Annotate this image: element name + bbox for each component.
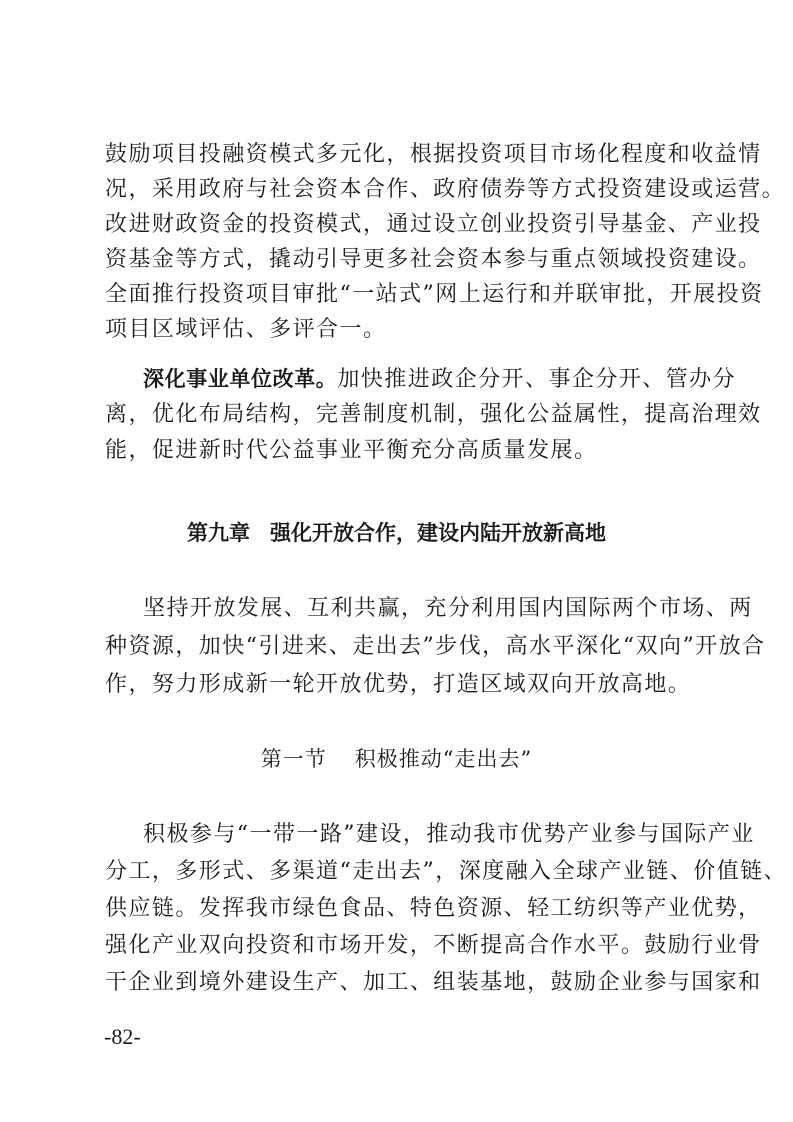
chapter-number: 第九章 bbox=[187, 521, 250, 545]
paragraph-2-line-1 bbox=[143, 364, 736, 395]
chapter-heading bbox=[0, 518, 793, 548]
paragraph-3-line-2: 种资源，加快“引进来、走出去”步伐，高水平深化“双向”开放合 bbox=[105, 634, 766, 659]
section-number: 第一节 bbox=[260, 747, 327, 771]
paragraph-1-line-1: 鼓励项目投融资模式多元化，根据投资项目市场化程度和收益情 bbox=[105, 142, 762, 167]
paragraph-2-line-2: 离，优化布局结构，完善制度机制，强化公益属性，提高治理效 bbox=[105, 402, 762, 427]
paragraph-2-line-3: 能，促进新时代公益事业平衡充分高质量发展。 bbox=[105, 438, 598, 463]
page-number: -82- bbox=[104, 1024, 141, 1049]
paragraph-1-line-4: 资基金等方式，撬动引导更多社会资本参与重点领域投资建设。 bbox=[105, 247, 762, 272]
paragraph-1-line-6: 项目区域评估、多评合一。 bbox=[105, 317, 387, 342]
paragraph-4-line-4: 强化产业双向投资和市场开发，不断提高合作水平。鼓励行业骨 bbox=[105, 933, 762, 958]
paragraph-4-line-1: 积极参与“一带一路”建设，推动我市优势产业参与国际产业 bbox=[143, 822, 755, 847]
paragraph-4-line-2: 分工，多形式、多渠道“走出去”，深度融入全球产业链、价值链、 bbox=[105, 859, 787, 884]
paragraph-2-lead: 深化事业单位改革。 bbox=[143, 367, 338, 391]
section-heading bbox=[0, 744, 793, 774]
chapter-title: 强化开放合作，建设内陆开放新高地 bbox=[270, 521, 606, 545]
paragraph-3-line-1: 坚持开放发展、互利共赢，充分利用国内国际两个市场、两 bbox=[143, 596, 753, 621]
section-title: 积极推动“走出去” bbox=[354, 747, 533, 771]
paragraph-4-line-3: 供应链。发挥我市绿色食品、特色资源、轻工纺织等产业优势， bbox=[105, 896, 762, 921]
paragraph-4-line-5: 干企业到境外建设生产、加工、组装基地，鼓励企业参与国家和 bbox=[105, 970, 762, 995]
paragraph-1-line-5: 全面推行投资项目审批“一站式”网上运行和并联审批，开展投资 bbox=[105, 282, 764, 307]
paragraph-1-line-3: 改进财政资金的投资模式，通过设立创业投资引导基金、产业投 bbox=[105, 212, 762, 237]
paragraph-2-line-1-text: 加快推进政企分开、事企分开、管办分 bbox=[337, 367, 737, 392]
paragraph-1-line-2: 况，采用政府与社会资本合作、政府债券等方式投资建设或运营。 bbox=[105, 177, 786, 202]
paragraph-3-line-3: 作，努力形成新一轮开放优势，打造区域双向开放高地。 bbox=[105, 672, 692, 697]
